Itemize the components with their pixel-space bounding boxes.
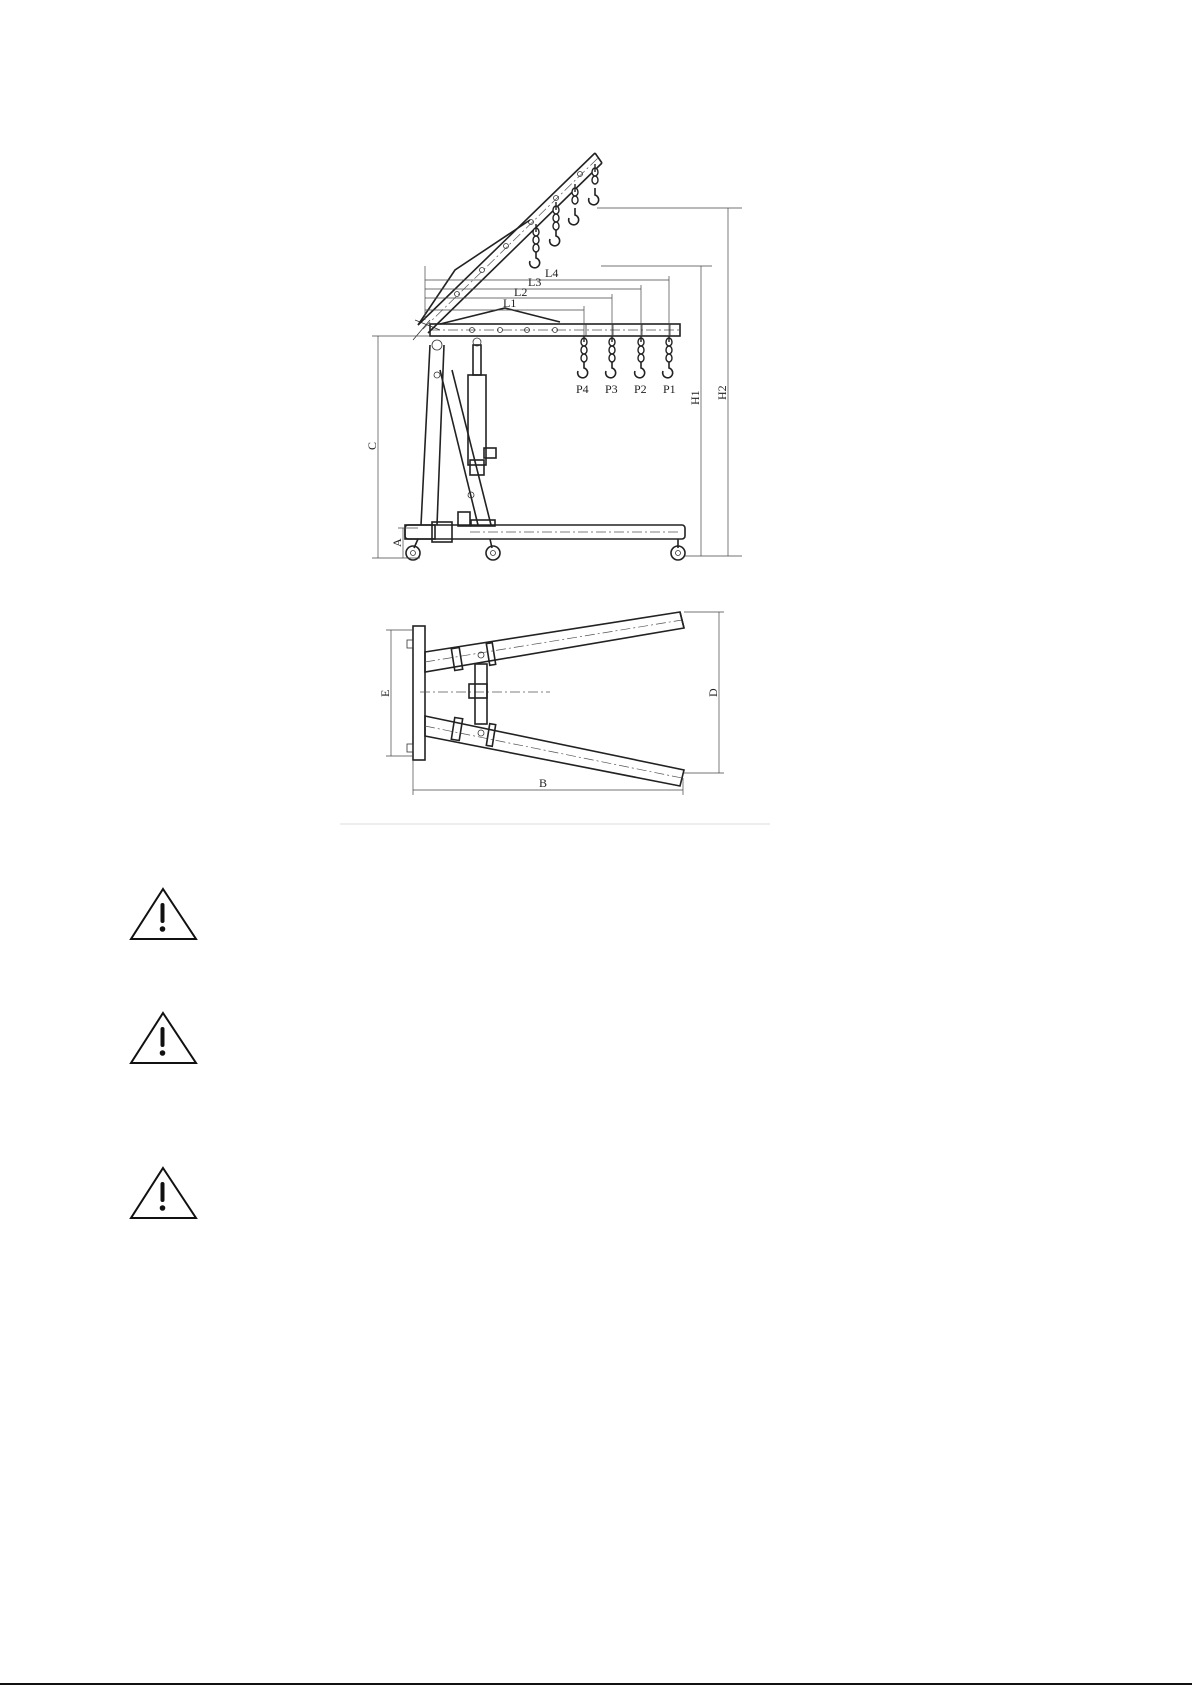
raised-boom-hooks bbox=[530, 164, 599, 268]
center-spine bbox=[420, 652, 550, 736]
hydraulic-ram bbox=[468, 338, 496, 475]
wheel-mid bbox=[486, 539, 500, 560]
dim-label-l1: L1 bbox=[503, 296, 517, 310]
dim-label-l2: L2 bbox=[514, 285, 528, 299]
dim-label-d: D bbox=[706, 688, 720, 697]
top-view bbox=[340, 612, 770, 824]
boom-raised bbox=[413, 153, 602, 340]
dim-label-b: B bbox=[539, 776, 548, 790]
raised-hook-4 bbox=[530, 224, 540, 268]
dim-b bbox=[413, 760, 683, 795]
dim-label-h2: H2 bbox=[715, 385, 729, 400]
side-view bbox=[365, 153, 742, 560]
dim-label-a: A bbox=[390, 538, 404, 547]
wheel-front bbox=[671, 539, 685, 560]
dim-d bbox=[684, 612, 724, 773]
warning-icon-1 bbox=[131, 889, 196, 939]
boom-horizontal bbox=[415, 308, 680, 336]
base-leg bbox=[405, 522, 685, 542]
dim-a bbox=[390, 528, 418, 558]
raised-hook-1 bbox=[589, 164, 599, 205]
dim-l3 bbox=[425, 275, 641, 336]
warning-icon-2 bbox=[131, 1013, 196, 1063]
wheel-rear bbox=[406, 539, 420, 560]
dim-label-l4: L4 bbox=[545, 266, 559, 280]
hook-label-p2: P2 bbox=[634, 382, 647, 396]
hook-labels bbox=[576, 382, 676, 396]
hook-p1 bbox=[663, 336, 673, 378]
leg-upper bbox=[425, 612, 684, 672]
dim-e bbox=[378, 630, 413, 756]
hook-p4 bbox=[578, 336, 588, 378]
dim-label-e: E bbox=[378, 689, 392, 697]
dim-h1 bbox=[601, 266, 712, 556]
warning-icon-3 bbox=[131, 1168, 196, 1218]
leg-lower bbox=[425, 716, 684, 786]
hook-label-p4: P4 bbox=[576, 382, 589, 396]
raised-hook-2 bbox=[569, 184, 579, 225]
hook-p3 bbox=[606, 336, 616, 378]
hook-label-p1: P1 bbox=[663, 382, 676, 396]
rear-crossbar bbox=[407, 626, 425, 760]
dim-label-l3: L3 bbox=[528, 275, 542, 289]
hook-label-p3: P3 bbox=[605, 382, 618, 396]
horizontal-boom-hooks bbox=[578, 336, 673, 378]
hook-p2 bbox=[635, 336, 645, 378]
dim-label-h1: H1 bbox=[688, 390, 702, 405]
raised-hook-3 bbox=[550, 202, 560, 246]
dim-label-c: C bbox=[365, 441, 379, 450]
